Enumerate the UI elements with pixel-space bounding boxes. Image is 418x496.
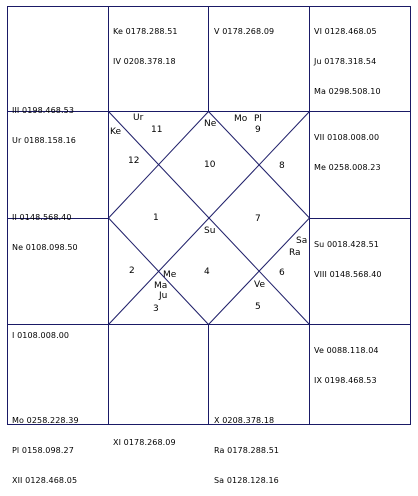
cell-r1c3	[314, 113, 381, 183]
cell-line: I 0108.008.00	[12, 331, 70, 340]
cell-line: Mo 0258.228.39	[12, 416, 79, 425]
cell-line: VIII 0148.568.40	[314, 270, 382, 279]
cell-r4c3	[314, 326, 379, 396]
house-number: 5	[255, 302, 261, 312]
house-number: 11	[151, 125, 163, 135]
cell-line: VI 0128.468.05	[314, 27, 377, 36]
planet-label: Ra	[289, 248, 301, 258]
cell-line: Ve 0088.118.04	[314, 346, 379, 355]
planet-label: Sa	[296, 236, 308, 246]
cell-line: XII 0128.468.05	[12, 476, 78, 485]
house-number: 2	[129, 266, 135, 276]
cell-r0c2	[214, 7, 274, 47]
cell-line: Ur 0188.158.16	[12, 136, 76, 145]
planet-label: Su	[204, 226, 216, 236]
cell-line: III 0198.468.53	[12, 106, 75, 115]
cell-line: XI 0178.268.09	[113, 438, 176, 447]
planet-label: Ve	[254, 280, 265, 290]
cell-line: Ju 0178.318.54	[314, 57, 377, 66]
cell-line: IV 0208.378.18	[113, 57, 176, 66]
cell-r2c0	[12, 193, 78, 263]
house-number: 1	[153, 213, 159, 223]
planet-label: Ma	[154, 281, 168, 291]
house-number: 3	[153, 304, 159, 314]
cell-r1c0	[12, 86, 76, 156]
cell-line: Ra 0178.288.51	[214, 446, 280, 455]
cell-r3c0	[12, 311, 69, 351]
cell-line: II 0148.568.40	[12, 213, 72, 222]
house-number-4: 4	[204, 267, 210, 277]
planet-label: Me	[163, 270, 177, 280]
cell-r0c1	[113, 7, 178, 77]
house-number: 12	[128, 156, 140, 166]
cell-r0c3	[314, 7, 381, 107]
house-number: 10	[204, 160, 216, 170]
planet-label: Ne	[204, 119, 217, 129]
planet-label: Ke	[110, 127, 121, 137]
cell-r3c3	[314, 220, 382, 290]
cell-line: Ma 0298.508.10	[314, 87, 381, 96]
cell-line: Ne 0108.098.50	[12, 243, 78, 252]
planet-label: Pl	[254, 114, 262, 124]
cell-line: Sa 0128.128.16	[214, 476, 279, 485]
cell-r5c1	[113, 418, 176, 458]
house-number: 8	[279, 161, 285, 171]
cell-line: X 0208.378.18	[214, 416, 275, 425]
cell-line: IX 0198.468.53	[314, 376, 377, 385]
planet-label: Mo	[234, 114, 248, 124]
planet-label: Ur	[133, 113, 144, 123]
cell-line: Me 0258.008.23	[314, 163, 381, 172]
cell-line: Su 0018.428.51	[314, 240, 379, 249]
house-number: 9	[255, 125, 261, 135]
cell-line: VII 0108.008.00	[314, 133, 380, 142]
cell-line: Ke 0178.288.51	[113, 27, 178, 36]
cell-r5c0	[12, 396, 79, 496]
cell-r5c2	[214, 396, 279, 496]
planet-label: Ju	[159, 291, 168, 301]
cell-line: Pl 0158.098.27	[12, 446, 74, 455]
house-number: 7	[255, 214, 261, 224]
cell-line: V 0178.268.09	[214, 27, 275, 36]
house-number: 6	[279, 268, 285, 278]
